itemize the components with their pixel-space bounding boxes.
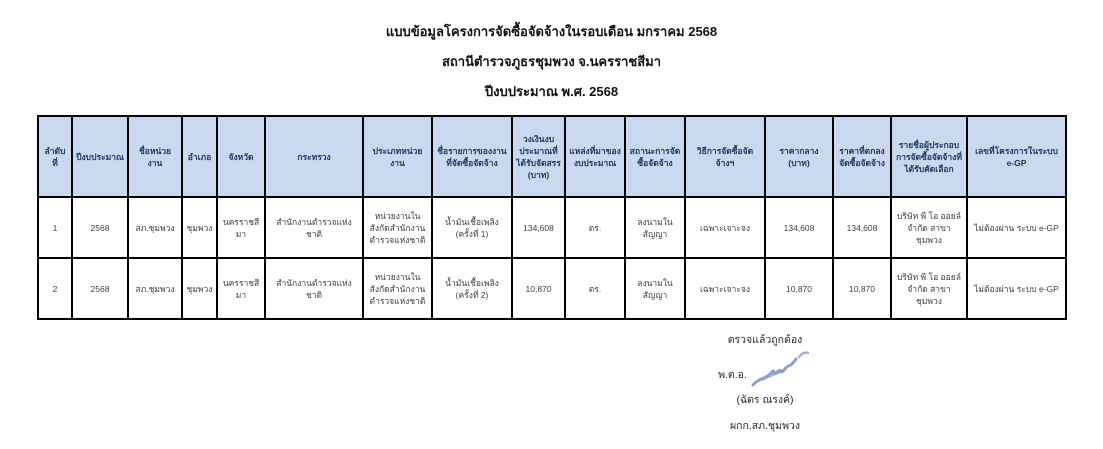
column-header-agency-name: ชื่อหน่วยงาน <box>128 116 182 197</box>
table-cell: 2568 <box>72 258 128 319</box>
rank-text: พ.ต.อ. <box>718 369 747 381</box>
table-cell: ลงนามในสัญญา <box>625 258 685 319</box>
table-cell: นครราชสีมา <box>217 258 265 319</box>
table-cell: ไม่ต้องผ่าน ระบบ e-GP <box>967 258 1066 319</box>
signer-name: (ฉัตร ณรงค์) <box>736 394 794 406</box>
table-cell: 10,870 <box>833 258 891 319</box>
signature-block <box>650 331 880 434</box>
table-cell: ตร. <box>565 258 625 319</box>
column-header-province: จังหวัด <box>217 116 265 197</box>
document-subtitle-fiscal-year: ปีงบประมาณ พ.ศ. 2568 <box>484 84 619 99</box>
column-header-budget-amount: วงเงินงบประมาณที่ได้รับจัดสรร (บาท) <box>512 116 565 197</box>
table-cell: หน่วยงานในสังกัดสำนักงานตำรวจแห่งชาติ <box>363 258 432 319</box>
table-cell: นครราชสีมา <box>217 197 265 258</box>
table-cell: 134,608 <box>833 197 891 258</box>
table-cell: น้ำมันเชื้อเพลิง (ครั้งที่ 1) <box>432 197 512 258</box>
table-cell: สภ.ชุมพวง <box>128 197 182 258</box>
procurement-table <box>37 115 1067 320</box>
table-cell: น้ำมันเชื้อเพลิง (ครั้งที่ 2) <box>432 258 512 319</box>
table-cell: 2 <box>38 258 72 319</box>
table-cell: หน่วยงานในสังกัดสำนักงานตำรวจแห่งชาติ <box>363 197 432 258</box>
table-cell: 10,870 <box>512 258 565 319</box>
table-row <box>38 197 1066 258</box>
table-cell: ชุมพวง <box>182 197 217 258</box>
header-row <box>38 116 1066 197</box>
column-header-fiscal-year: ปีงบประมาณ <box>72 116 128 197</box>
signer-position: ผกก.สภ.ชุมพวง <box>729 420 801 432</box>
column-header-status: สถานะการจัดซื้อจัดจ้าง <box>625 116 685 197</box>
table-cell: เฉพาะเจาะจง <box>685 197 765 258</box>
document-title: แบบข้อมูลโครงการจัดซื้อจัดจ้างในรอบเดือน มกราคม 2568 <box>385 24 718 39</box>
table-cell: 10,870 <box>765 258 833 319</box>
handwritten-signature-icon <box>750 349 812 389</box>
column-header-median-price: ราคากลาง (บาท) <box>765 116 833 197</box>
column-header-budget-source: แหล่งที่มาของงบประมาณ <box>565 116 625 197</box>
column-header-ministry: กระทรวง <box>265 116 363 197</box>
column-header-egp-number: เลขที่โครงการในระบบ e-GP <box>967 116 1066 197</box>
table-cell: 134,608 <box>512 197 565 258</box>
table-cell: ไม่ต้องผ่าน ระบบ e-GP <box>967 197 1066 258</box>
table-cell: 2568 <box>72 197 128 258</box>
column-header-district: อำเภอ <box>182 116 217 197</box>
table-cell: สำนักงานตำรวจแห่งชาติ <box>265 197 363 258</box>
signature-line <box>650 349 880 389</box>
table-cell: 1 <box>38 197 72 258</box>
table-cell: สภ.ชุมพวง <box>128 258 182 319</box>
document-titles <box>0 24 1103 114</box>
approval-text: ตรวจแล้วถูกต้อง <box>727 334 803 346</box>
document-subtitle-station: สถานีตำรวจภูธรชุมพวง จ.นครราชสีมา <box>441 54 662 69</box>
table-cell: บริษัท พี โอ ออยล์ จำกัด สาขาชุมพวง <box>891 197 967 258</box>
table-cell: 134,608 <box>765 197 833 258</box>
column-header-method: วิธีการจัดซื้อจัดจ้างฯ <box>685 116 765 197</box>
table-row <box>38 258 1066 319</box>
column-header-contractor: รายชื่อผู้ประกอบการจัดซื้อจัดจ้างที่ได้รับคัดเลือก <box>891 116 967 197</box>
table-cell: เฉพาะเจาะจง <box>685 258 765 319</box>
column-header-item-name: ชื่อรายการของงานที่จัดซื้อจัดจ้าง <box>432 116 512 197</box>
table-cell: ชุมพวง <box>182 258 217 319</box>
table-cell: ตร. <box>565 197 625 258</box>
table-cell: สำนักงานตำรวจแห่งชาติ <box>265 258 363 319</box>
table-cell: ลงนามในสัญญา <box>625 197 685 258</box>
column-header-agreed-price: ราคาที่ตกลงจัดซื้อจัดจ้าง <box>833 116 891 197</box>
column-header-agency-type: ประเภทหน่วยงาน <box>363 116 432 197</box>
column-header-index: ลำดับที่ <box>38 116 72 197</box>
table-cell: บริษัท พี โอ ออยล์ จำกัด สาขาชุมพวง <box>891 258 967 319</box>
